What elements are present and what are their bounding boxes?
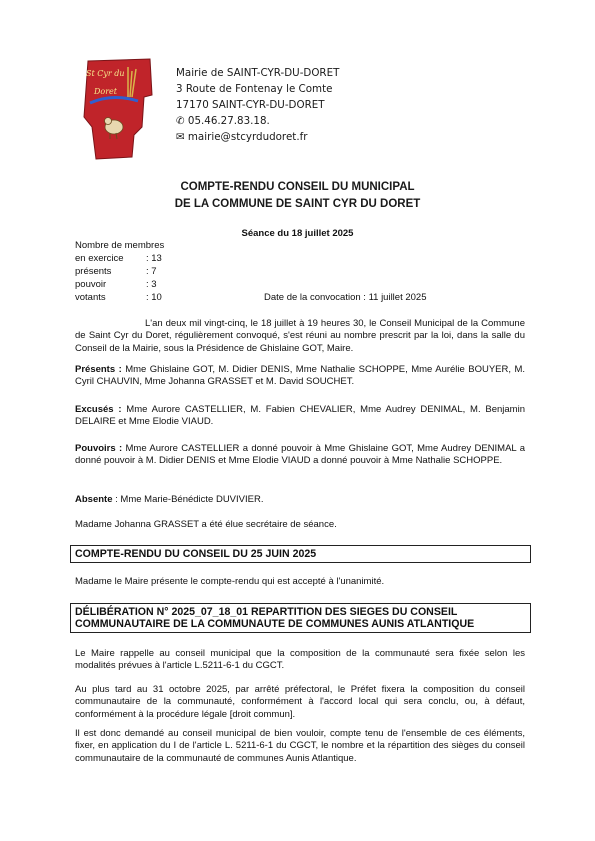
address-line-3: 17170 SAINT-CYR-DU-DORET <box>176 99 325 111</box>
email-link[interactable]: ✉ mairie@stcyrdudoret.fr <box>176 131 308 143</box>
presents-paragraph <box>75 364 525 389</box>
session-date: Séance du 18 juillet 2025 <box>241 228 354 239</box>
stat-value-votants: : 10 <box>146 292 162 303</box>
stat-label-pouvoir: pouvoir <box>75 279 107 290</box>
pouvoirs-label: Pouvoirs : <box>75 443 123 454</box>
deliberation-heading-line-2: COMMUNAUTAIRE DE LA COMMUNAUTE DE COMMUNES AUNIS ATLANTIQUE <box>75 618 475 630</box>
section-heading-compte-rendu: COMPTE-RENDU DU CONSEIL DU 25 JUIN 2025 <box>70 545 531 563</box>
deliberation-paragraph-2: Au plus tard au 31 octobre 2025, par arrêté préfectoral, le Préfet fixera la composition du conseil communautaire de la communauté, conformément à l'accord local qui sera conclu, ou, à défaut, conformément à la procédure légale [droit commun]. <box>75 684 525 720</box>
stat-label-exercice: en exercice <box>75 253 124 264</box>
pouvoirs-paragraph <box>75 443 525 468</box>
pouvoirs-text: Mme Aurore CASTELLIER a donné pouvoir à Mme Ghislaine GOT, Mme Audrey DENIMAL a donné pouvoir à M. Didier DENIS et Mme Elodie VIAUD a donné pouvoir à Mme Nathalie SCHOPPE. <box>75 443 525 467</box>
stat-value-pouvoir: : 3 <box>146 279 157 290</box>
excuses-text: Mme Aurore CASTELLIER, M. Fabien CHEVALIER, Mme Audrey DENIMAL, M. Benjamin DELAIRE et Mme Elodie VIAUD. <box>75 404 525 428</box>
deliberation-paragraph-3: Il est donc demandé au conseil municipal de bien vouloir, compte tenu de l'ensemble de ces éléments, fixer, en application du I de l'article L. 5211-6-1 du CGCT, le nombre et la répartition des sièges du conseil communautaire de la communauté de communes Aunis Atlantique. <box>75 728 525 764</box>
presents-label: Présents : <box>75 364 122 375</box>
document-title-line-2: DE LA COMMUNE DE SAINT CYR DU DORET <box>174 198 421 210</box>
address-line-1: Mairie de SAINT-CYR-DU-DORET <box>176 67 340 79</box>
logo-text-top: St Cyr du <box>86 69 125 78</box>
deliberation-heading-line-1: DÉLIBÉRATION N° 2025_07_18_01 REPARTITION DES SIEGES DU CONSEIL <box>75 606 458 618</box>
absente-label: Absente <box>75 494 113 505</box>
excuses-paragraph <box>75 404 525 429</box>
address-line-2: 3 Route de Fontenay le Comte <box>176 83 333 95</box>
phone-line: ✆ 05.46.27.83.18. <box>176 115 270 127</box>
secretaire-paragraph: Madame Johanna GRASSET a été élue secrétaire de séance. <box>75 519 337 530</box>
section-1-text: Madame le Maire présente le compte-rendu qui est accepté à l'unanimité. <box>75 576 385 587</box>
stat-value-presents: : 7 <box>146 266 157 277</box>
absente-paragraph <box>75 494 525 506</box>
presents-text: Mme Ghislaine GOT, M. Didier DENIS, Mme Nathalie SCHOPPE, Mme Aurélie BOUYER, M. Cyril CHAUVIN, Mme Johanna GRASSET et M. David SOUCHET. <box>75 364 526 388</box>
absente-text: : Mme Marie-Bénédicte DUVIVIER. <box>112 494 264 505</box>
document-title-line-1: COMPTE-RENDU CONSEIL DU MUNICIPAL <box>180 181 415 193</box>
stat-label-votants: votants <box>75 292 106 303</box>
stat-value-exercice: : 13 <box>146 253 162 264</box>
intro-paragraph: L'an deux mil vingt-cinq, le 18 juillet à 19 heures 30, le Conseil Municipal de la Commune de Saint Cyr du Doret, régulièrement convoqué, s'est réuni au nombre prescrit par la loi, dans la salle du Conseil de la Mairie, sous la Présidence de Ghislaine GOT, Maire. <box>75 318 525 354</box>
members-heading: Nombre de membres <box>75 240 165 251</box>
section-heading-deliberation <box>70 603 531 633</box>
stat-label-presents: présents <box>75 266 112 277</box>
commune-logo <box>82 57 160 161</box>
convocation-date: Date de la convocation : 11 juillet 2025 <box>264 292 427 303</box>
deliberation-paragraph-1: Le Maire rappelle au conseil municipal que la composition de la communauté sera fixée selon les modalités prévues à l'article L.5211-6-1 du CGCT. <box>75 648 525 672</box>
logo-text-bottom: Doret <box>94 87 118 96</box>
excuses-label: Excusés : <box>75 404 122 415</box>
